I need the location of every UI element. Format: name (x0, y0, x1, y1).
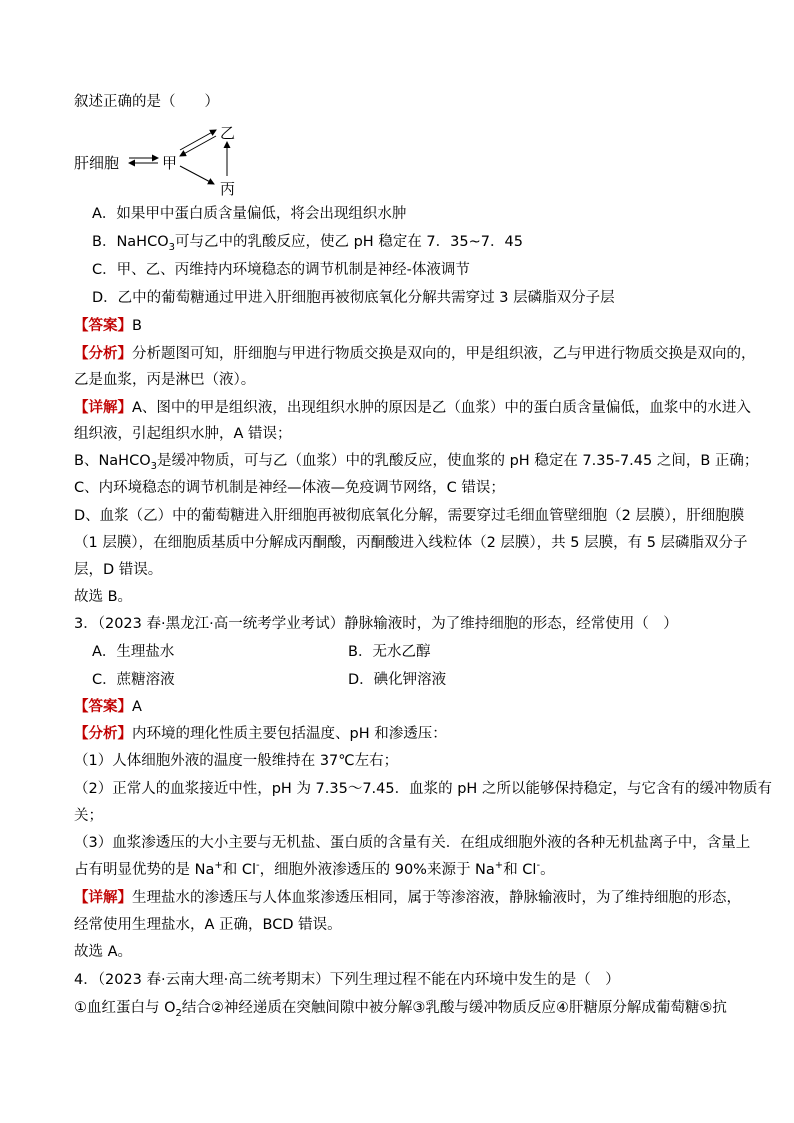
q2-detail-line-2: 组织液，引起组织水肿，A 错误； (74, 426, 292, 442)
q2-option-a: A．如果甲中蛋白质含量偏低，将会出现组织水肿 (92, 206, 407, 222)
q2-option-d: D．乙中的葡萄糖通过甲进入肝细胞再被彻底氧化分解共需穿过 3 层磷脂双分子层 (92, 290, 615, 306)
q3-analysis-line-5: （3）血浆渗透压的大小主要与无机盐、蛋白质的含量有关．在组成细胞外液的各种无机盐离子中，含量上 (74, 835, 751, 851)
diagram-yi: 乙 (220, 124, 236, 142)
q2-detail-line-5: D、血浆（乙）中的葡萄糖进入肝细胞再被彻底氧化分解，需要穿过毛细血管壁细胞（2 层膜），肝细胞膜 (74, 508, 745, 524)
arrow-yi-to-jia (180, 136, 216, 156)
q2-answer: 【答案】B (74, 318, 142, 334)
q3-analysis-line-4: 关； (74, 808, 103, 824)
diagram-liver-cell: 肝细胞 (74, 154, 120, 172)
q3-option-a: A．生理盐水 (92, 644, 175, 660)
q3-option-b: B．无水乙醇 (348, 644, 431, 660)
q2-detail-line-3: B、NaHCO$_3$是缓冲物质，可与乙（血浆）中的乳酸反应，使血浆的 pH 稳定在 7.35-7.45 之间，B 正确； (74, 453, 759, 472)
q3-detail-line-1: 【详解】生理盐水的渗透压与人体血浆渗透压相同，属于等渗溶液，静脉输液时，为了维持细胞的形态， (74, 890, 741, 906)
q3-analysis-line-6: 占有明显优势的是 Na+和 Cl-，细胞外液渗透压的 90%来源于 Na+和 Cl-。 (74, 860, 555, 878)
q2-detail-line-4: C、内环境稳态的调节机制是神经—体液—免疫调节网络，C 错误； (74, 480, 505, 496)
arrow-jia-to-yi (180, 130, 216, 150)
diagram-bing: 丙 (220, 180, 236, 198)
q3-conclusion: 故选 A。 (74, 944, 133, 960)
q2-stem-tail: 叙述正确的是（ ） (74, 94, 219, 110)
q3-option-c: C．蔗糖溶液 (92, 672, 175, 688)
q2-detail-line-6: （1 层膜），在细胞质基质中分解成丙酮酸，丙酮酸进入线粒体（2 层膜），共 5 层膜，有 5 层磷脂双分子 (74, 535, 748, 551)
q3-analysis-line-1: 【分析】内环境的理化性质主要包括温度、pH 和渗透压： (74, 726, 447, 742)
q3-analysis-line-3: （2）正常人的血浆接近中性，pH 为 7.35～7.45．血浆的 pH 之所以能够保持稳定，与它含有的缓冲物质有 (74, 781, 772, 797)
q3-analysis-line-2: （1）人体细胞外液的温度一般维持在 37℃左右； (74, 753, 399, 769)
q3-option-d: D．碘化钾溶液 (348, 672, 447, 688)
diagram-arrows (74, 120, 274, 200)
q2-detail-line-7: 层，D 错误。 (74, 562, 163, 578)
q3-answer: 【答案】A (74, 699, 142, 715)
q3-detail-line-2: 经常使用生理盐水，A 正确，BCD 错误。 (74, 917, 342, 933)
body-fluid-diagram (74, 120, 274, 200)
q2-option-c: C．甲、乙、丙维持内环境稳态的调节机制是神经-体液调节 (92, 262, 470, 278)
q4-stem: 4．（2023 春·云南大理·高二统考期末）下列生理过程不能在内环境中发生的是（ ） (74, 972, 620, 988)
arrow-jia-to-bing (180, 166, 214, 184)
q2-conclusion: 故选 B。 (74, 589, 133, 605)
q3-stem: 3．（2023 春·黑龙江·高一统考学业考试）静脉输液时，为了维持细胞的形态，经常使用（ ） (74, 616, 678, 632)
diagram-jia: 甲 (162, 154, 178, 172)
q2-analysis-line-1: 【分析】分析题图可知，肝细胞与甲进行物质交换是双向的，甲是组织液，乙与甲进行物质交换是双向的， (74, 346, 756, 362)
q2-detail-line-1: 【详解】A、图中的甲是组织液，出现组织水肿的原因是乙（血浆）中的蛋白质含量偏低，血浆中的水进入 (74, 400, 751, 416)
q2-analysis-line-2: 乙是血浆，丙是淋巴（液）。 (74, 372, 256, 388)
q2-option-b: B．NaHCO$_3$可与乙中的乳酸反应，使乙 pH 稳定在 7．35~7．45 (92, 234, 523, 253)
q4-items-line-1: ①血红蛋白与 $O_2$结合②神经递质在突触间隙中被分解③乳酸与缓冲物质反应④肝糖原分解成葡萄糖⑤抗 (74, 1000, 727, 1019)
